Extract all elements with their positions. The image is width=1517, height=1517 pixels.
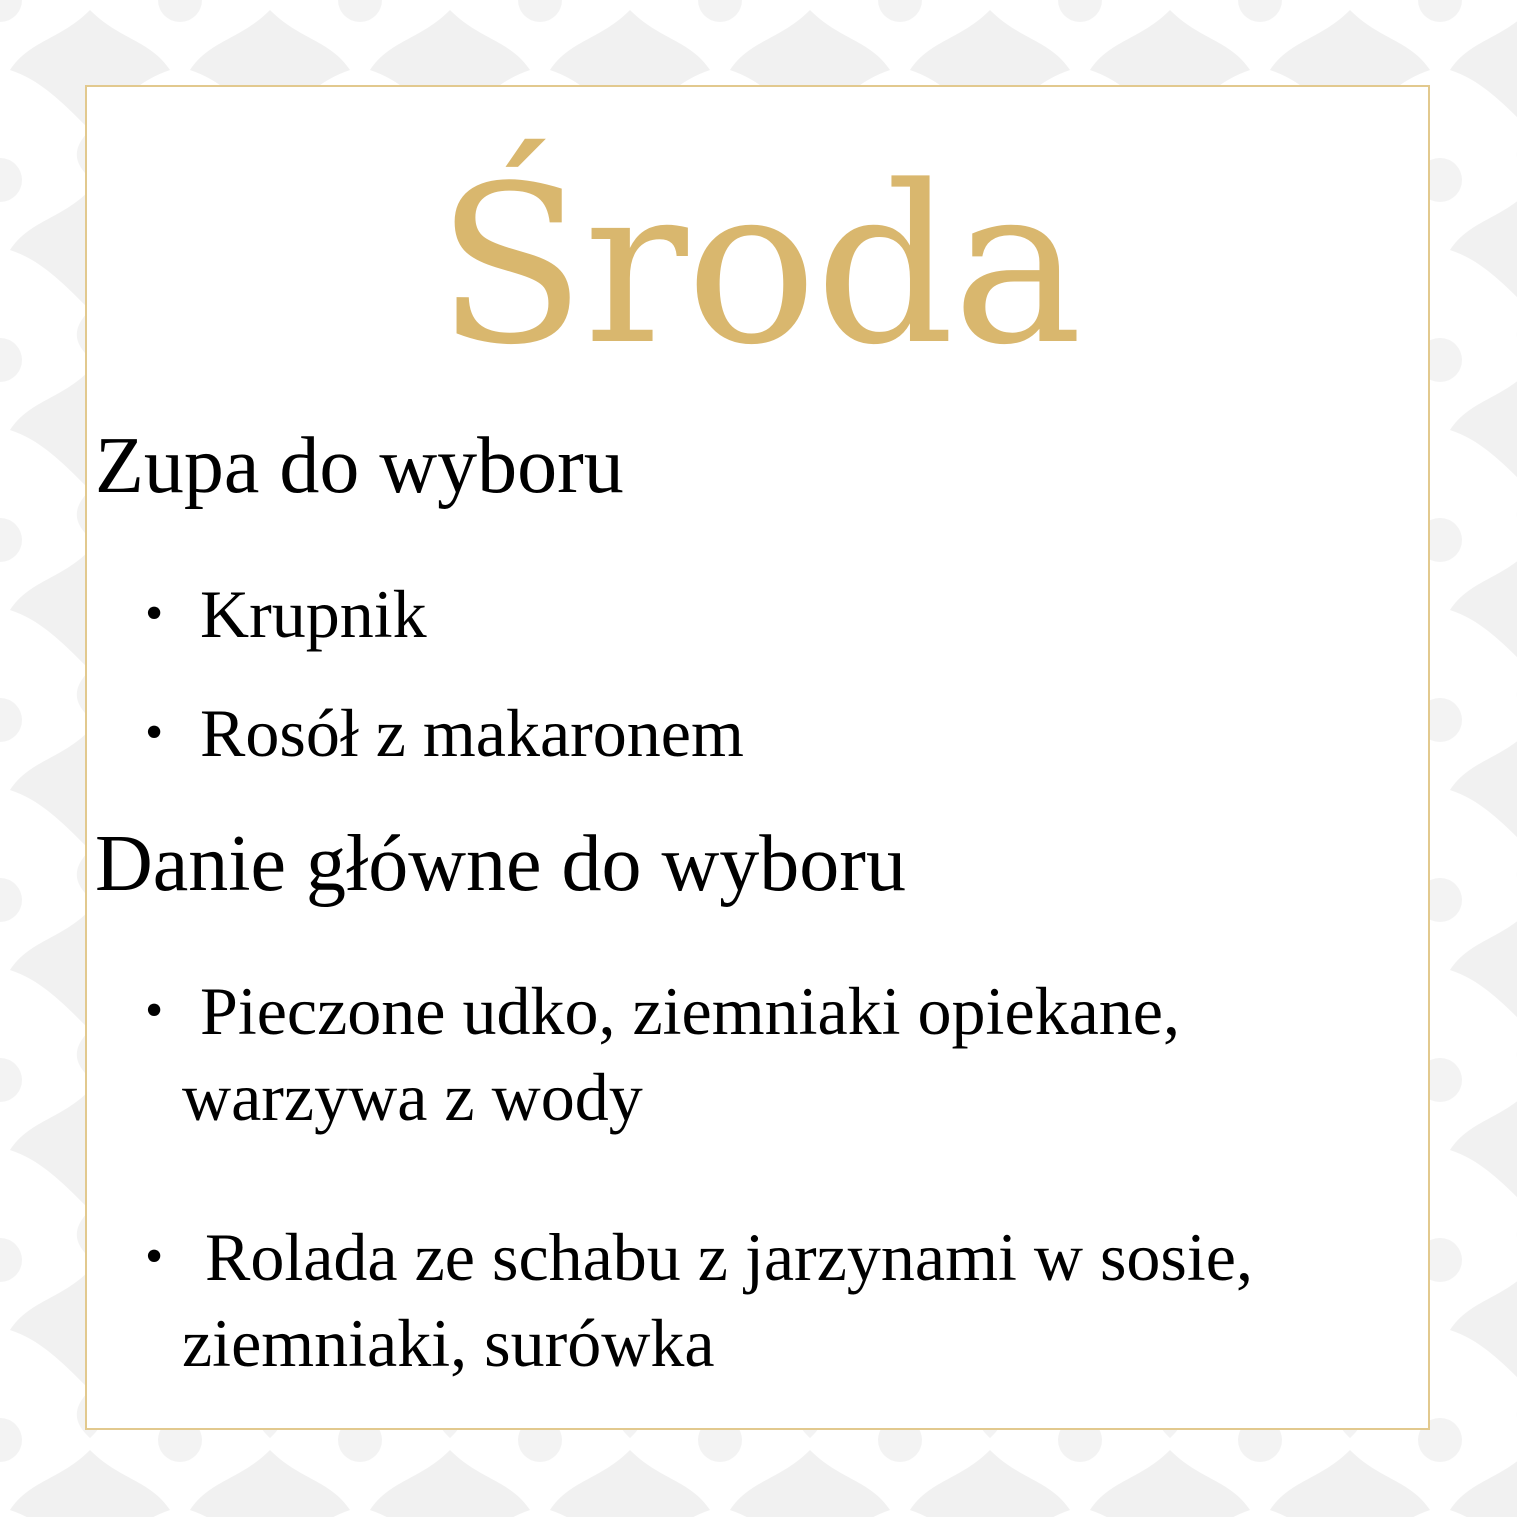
bullet-icon: • xyxy=(145,704,164,761)
list-item-text: Pieczone udko, ziemniaki opiekane, xyxy=(200,973,1180,1049)
section-heading-soup: Zupa do wyboru xyxy=(95,422,624,510)
bullet-icon: • xyxy=(145,585,164,642)
page-title: Środa xyxy=(436,140,1081,393)
bullet-icon: • xyxy=(145,1228,164,1285)
list-item-text-continued: ziemniaki, surówka xyxy=(182,1305,715,1381)
list-item-text: Krupnik xyxy=(200,576,427,652)
bullet-icon: • xyxy=(145,982,164,1039)
section-heading-main-course: Danie główne do wyboru xyxy=(95,820,906,908)
list-item-text-continued: warzywa z wody xyxy=(182,1059,643,1135)
list-item-text: Rolada ze schabu z jarzynami w sosie, xyxy=(205,1219,1253,1295)
list-item-text: Rosół z makaronem xyxy=(200,695,744,771)
